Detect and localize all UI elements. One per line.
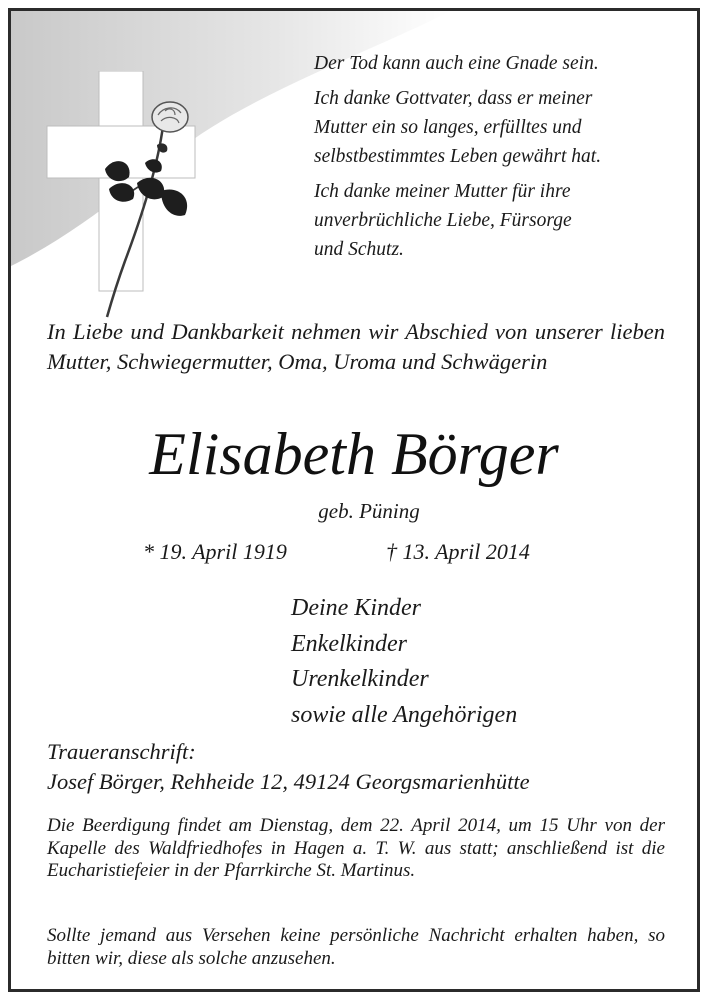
mourner-line: Enkelkinder	[291, 630, 407, 657]
quote-paragraph-2: Ich danke Gottvater, dass er meiner Mutter ein so langes, erfülltes und selbstbestimmtes Leben gewährt hat.	[314, 88, 602, 167]
intro-text: In Liebe und Dankbarkeit nehmen wir Abschied von unserer lieben Mutter, Schwiegermutter, Oma, Uroma und Schwägerin	[47, 319, 665, 374]
mourners-list	[291, 591, 517, 733]
life-dates	[11, 537, 697, 567]
mourner-line: sowie alle Angehörigen	[291, 701, 518, 728]
death-date: † 13. April 2014	[386, 539, 530, 564]
funeral-details: Die Beerdigung findet am Dienstag, dem 22. April 2014, um 15 Uhr von der Kapelle des Waldfriedhofes in Hagen a. T. W. aus statt; anschließend ist die Eucharistiefeier in der Pfarrkirche St. Martinus.	[47, 815, 665, 881]
birth-date: * 19. April 1919	[143, 539, 287, 564]
mourner-line: Deine Kinder	[291, 595, 421, 621]
notification-notice: Sollte jemand aus Versehen keine persönliche Nachricht erhalten haben, so bitten wir, diese als solche anzusehen.	[47, 925, 665, 969]
address-label: Traueranschrift:	[47, 739, 196, 764]
quote-block	[314, 49, 684, 270]
maiden-name: geb. Püning	[318, 499, 420, 523]
mourner-line: Urenkelkinder	[291, 666, 429, 692]
cross-with-rose-icon	[45, 71, 205, 321]
quote-paragraph-3: Ich danke meiner Mutter für ihre unverbrüchliche Liebe, Fürsorge und Schutz.	[314, 181, 572, 260]
address-line: Josef Börger, Rehheide 12, 49124 Georgsmarienhütte	[47, 769, 530, 794]
deceased-name: Elisabeth Börger	[149, 421, 559, 487]
mourning-address	[47, 737, 530, 797]
obituary-card	[8, 8, 700, 992]
quote-line-1: Der Tod kann auch eine Gnade sein.	[314, 53, 599, 74]
